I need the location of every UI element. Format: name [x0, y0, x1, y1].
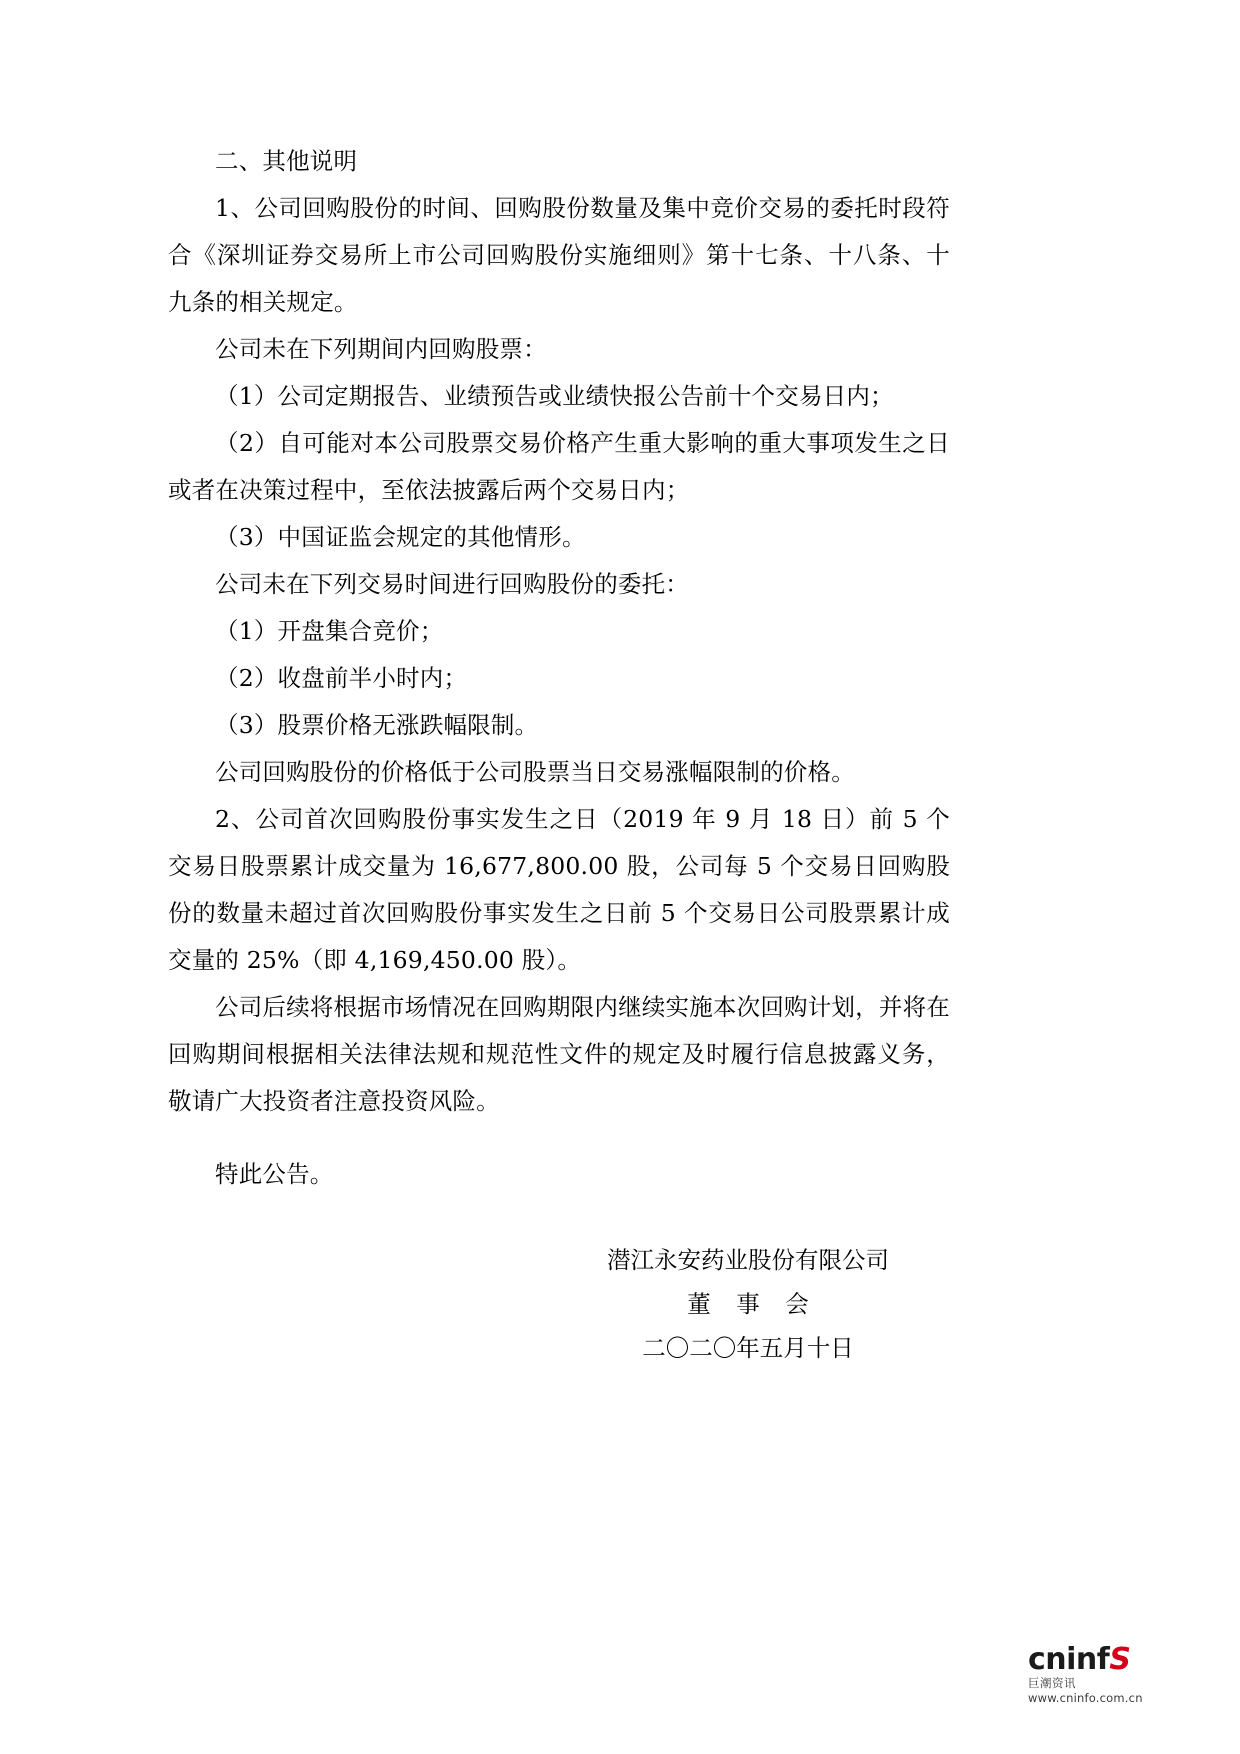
paragraph-6: 公司未在下列交易时间进行回购股份的委托：	[215, 570, 689, 598]
signature-company: 潜江永安药业股份有限公司	[607, 1246, 889, 1274]
document-body	[168, 138, 950, 1198]
signature-date: 二〇二〇年五月十日	[642, 1334, 854, 1362]
paragraph-10: 公司回购股份的价格低于公司股票当日交易涨幅限制的价格。	[215, 758, 855, 786]
paragraph-4: （2）自可能对本公司股票交易价格产生重大影响的重大事项发生之日或者在决策过程中，至依法披露后两个交易日内；	[168, 429, 950, 504]
paragraph-8: （2）收盘前半小时内；	[215, 664, 468, 692]
logo-row	[1028, 1644, 1178, 1676]
paragraph-12: 公司后续将根据市场情况在回购期限内继续实施本次回购计划，并将在回购期间根据相关法律法规和规范性文件的规定及时履行信息披露义务，敬请广大投资者注意投资风险。	[168, 993, 950, 1115]
signature-block	[548, 1238, 948, 1370]
logo-subtitle: 巨潮资讯	[1028, 1676, 1076, 1690]
logo-text: cninf	[1028, 1642, 1110, 1677]
section-heading: 二、其他说明	[215, 147, 358, 175]
logo-url: www.cninfo.com.cn	[1028, 1691, 1143, 1705]
logo-wordmark	[1028, 1644, 1130, 1676]
paragraph-9: （3）股票价格无涨跌幅限制。	[215, 711, 539, 739]
signature-board: 董 事 会	[687, 1290, 818, 1318]
paragraph-3: （1）公司定期报告、业绩预告或业绩快报公告前十个交易日内；	[215, 382, 894, 410]
paragraph-13: 特此公告。	[215, 1160, 334, 1188]
paragraph-11: 2、公司首次回购股份事实发生之日（2019 年 9 月 18 日）前 5 个交易日股票累计成交量为 16,677,800.00 股，公司每 5 个交易日回购股份的数量未超过首次回购股份事实发生之日前 5 个交易日公司股票累计成交量的 25%（即 4,169,450.00 股）。	[168, 805, 950, 974]
paragraph-7: （1）开盘集合竞价；	[215, 617, 444, 645]
cninfo-logo	[1028, 1644, 1178, 1706]
paragraph-2: 公司未在下列期间内回购股票：	[215, 335, 547, 363]
paragraph-1: 1、公司回购股份的时间、回购股份数量及集中竞价交易的委托时段符合《深圳证券交易所上市公司回购股份实施细则》第十七条、十八条、十九条的相关规定。	[168, 194, 950, 316]
paragraph-5: （3）中国证监会规定的其他情形。	[215, 523, 586, 551]
logo-accent-letter: S	[1109, 1642, 1131, 1677]
